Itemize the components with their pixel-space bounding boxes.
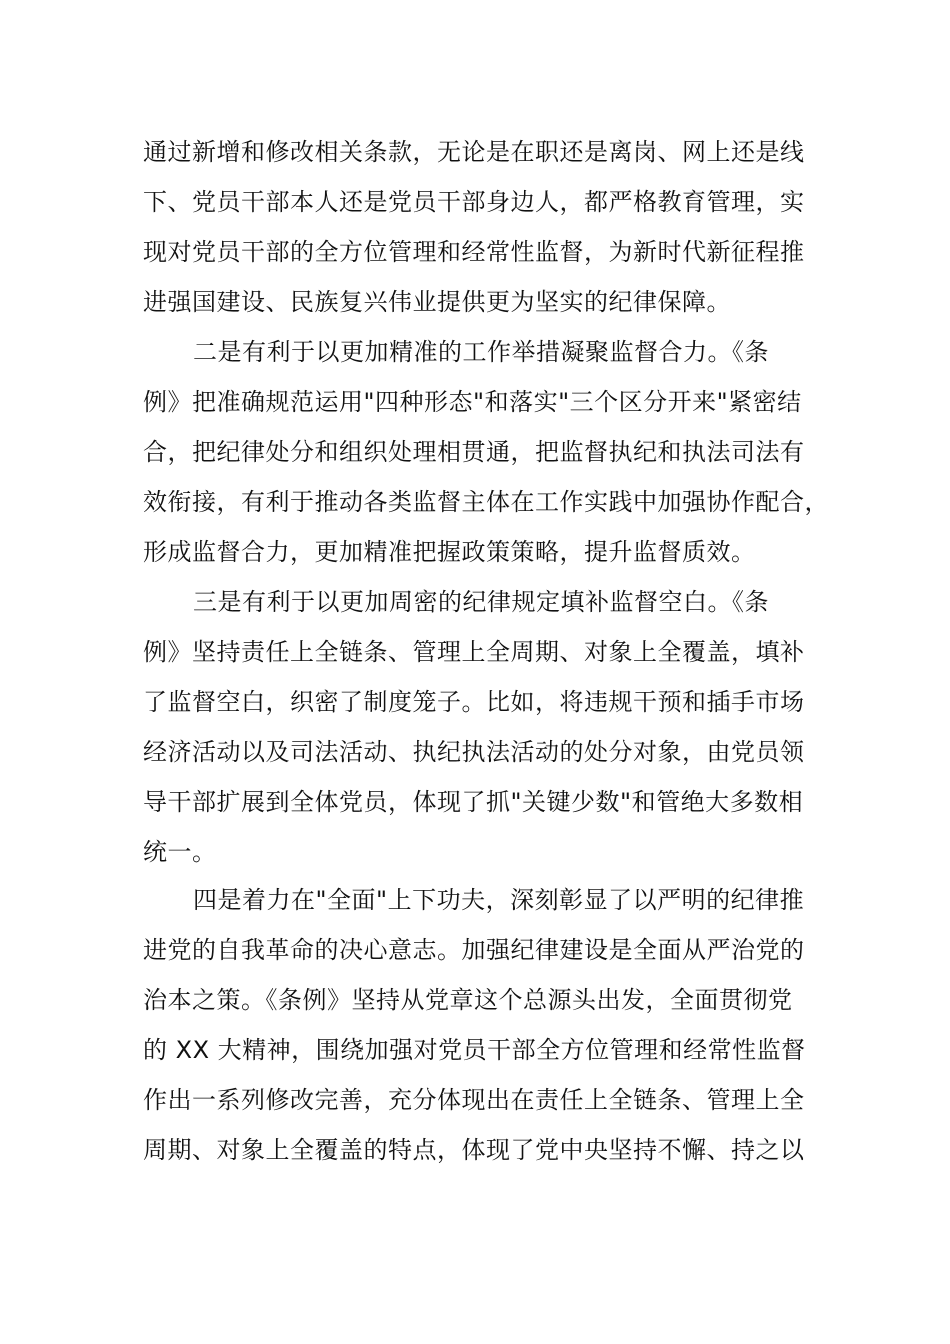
text-line-17: 进党的自我革命的决心意志。加强纪律建设是全面从严治党的 bbox=[143, 936, 805, 964]
text-line-20: 作出一系列修改完善，充分体现出在责任上全链条、管理上全 bbox=[143, 1086, 805, 1114]
text-line-7: 合，把纪律处分和组织处理相贯通，把监督执纪和执法司法有 bbox=[143, 438, 805, 466]
text-line-13: 经济活动以及司法活动、执纪执法活动的处分对象，由党员领 bbox=[143, 738, 805, 766]
text-line-1: 通过新增和修改相关条款，无论是在职还是离岗、网上还是线 bbox=[143, 138, 805, 166]
text-line-9: 形成监督合力，更加精准把握政策策略，提升监督质效。 bbox=[143, 538, 756, 566]
text-line-12: 了监督空白，织密了制度笼子。比如，将违规干预和插手市场 bbox=[143, 688, 805, 716]
text-line-14: 导干部扩展到全体党员，体现了抓"关键少数"和管绝大多数相 bbox=[143, 788, 804, 816]
text-line-4: 进强国建设、民族复兴伟业提供更为坚实的纪律保障。 bbox=[143, 288, 731, 316]
text-line-11: 例》坚持责任上全链条、管理上全周期、对象上全覆盖，填补 bbox=[143, 638, 805, 666]
text-line-21: 周期、对象上全覆盖的特点，体现了党中央坚持不懈、持之以 bbox=[143, 1136, 805, 1164]
paragraph-4-first-line: 四是着力在"全面"上下功夫，深刻彰显了以严明的纪律推 bbox=[193, 886, 805, 914]
text-line-18: 治本之策。《条例》坚持从党章这个总源头出发，全面贯彻党 bbox=[143, 986, 793, 1014]
text-line-6: 例》把准确规范运用"四种形态"和落实"三个区分开来"紧密结 bbox=[143, 388, 802, 416]
paragraph-3-first-line: 三是有利于以更加周密的纪律规定填补监督空白。《条 bbox=[193, 588, 769, 616]
paragraph-2-first-line: 二是有利于以更加精准的工作举措凝聚监督合力。《条 bbox=[193, 338, 769, 366]
text-line-8: 效衔接，有利于推动各类监督主体在工作实践中加强协作配合， bbox=[143, 488, 829, 516]
text-line-3: 现对党员干部的全方位管理和经常性监督，为新时代新征程推 bbox=[143, 238, 805, 266]
text-line-19: 的 XX 大精神，围绕加强对党员干部全方位管理和经常性监督 bbox=[143, 1036, 806, 1064]
text-line-15: 统一。 bbox=[143, 838, 217, 866]
text-line-2: 下、党员干部本人还是党员干部身边人，都严格教育管理，实 bbox=[143, 188, 805, 216]
